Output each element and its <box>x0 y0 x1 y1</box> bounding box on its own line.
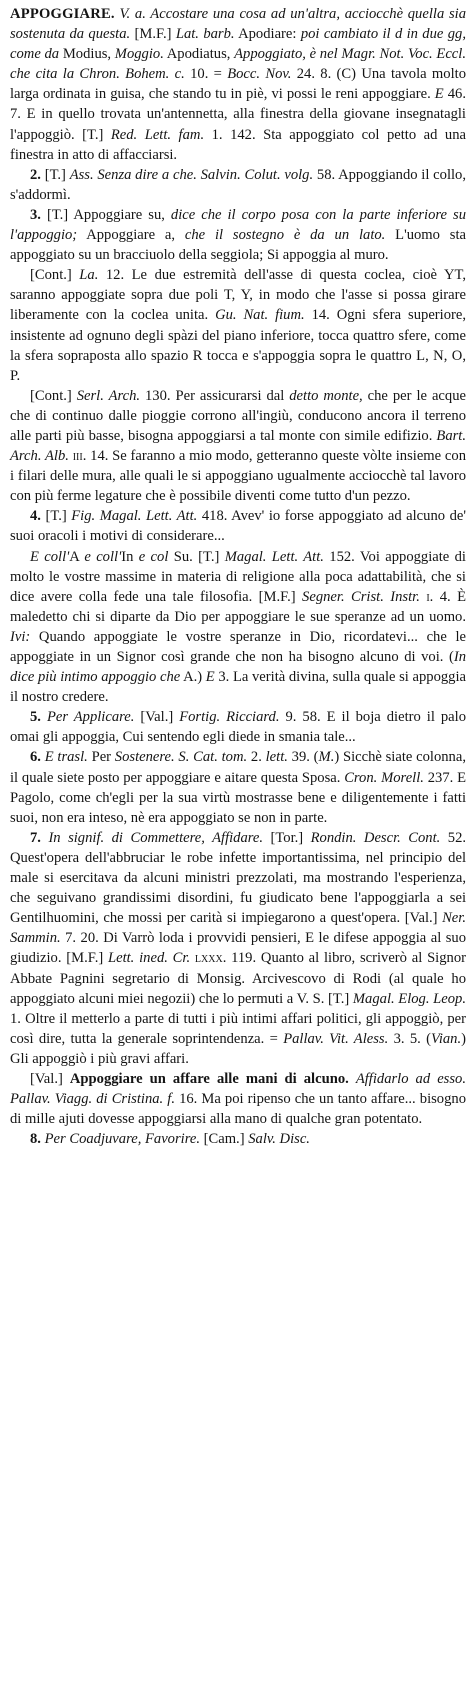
italic-text: Bart. Arch. Alb. <box>10 427 466 465</box>
body-text: 3. La verità divina, sulla quale si appoggia il nostro credere. <box>10 669 467 706</box>
body-text: [T.] <box>40 166 70 183</box>
body-text: 2. <box>247 749 266 766</box>
body-text: [Val.] <box>30 1070 70 1087</box>
body-text: 3. 5. ( <box>388 1030 431 1047</box>
italic-text: E coll' <box>30 548 70 565</box>
body-text: 1. 142. Sta appoggiato col petto ad una finestra in atto di affacciarsi. <box>10 126 466 163</box>
body-text: A <box>69 548 85 565</box>
body-text: [Cont.] <box>30 387 77 404</box>
italic-text: Moggio. <box>114 46 164 63</box>
sense-marker: 5. <box>30 709 41 726</box>
italic-text: In signif. di Commettere, Affidare. <box>48 829 264 846</box>
body-text: [Val.] <box>134 709 180 726</box>
italic-text: e coll' <box>84 548 122 565</box>
entry-sense-6 <box>10 547 466 708</box>
entry-sense-4 <box>10 386 466 507</box>
italic-text: Per Coadjuvare, Favorire. <box>44 1131 200 1148</box>
italic-text: M. <box>318 749 335 766</box>
italic-text: Per Applicare. <box>46 709 135 726</box>
italic-text: V. a. Accostare una cosa ad un'altra, acciocchè quella sia sostenuta da questa. <box>10 6 466 43</box>
body-text: A.) <box>180 669 206 686</box>
body-text: 418. Avev' io forse appoggiato ad alcuno de' suoi oracoli i motivi di considerare... <box>10 508 467 545</box>
dictionary-entry-appoggiare <box>10 4 466 1149</box>
italic-text: Lat. barb. <box>175 26 235 43</box>
italic-text: Bocc. Nov. <box>227 66 292 83</box>
italic-text: Affidarlo ad esso. Pallav. Viagg. di Cristina. f. <box>10 1070 466 1108</box>
italic-text: Magal. Lett. Att. <box>224 548 324 565</box>
entry-sense-10 <box>10 1069 466 1129</box>
body-text: i <box>426 588 430 605</box>
body-text: 39. ( <box>287 749 319 766</box>
entry-sense-8 <box>10 747 466 827</box>
body-text: Su. [T.] <box>168 548 225 565</box>
body-text: lxxx <box>194 950 223 967</box>
italic-text: Gu. Nat. fium. <box>215 307 305 324</box>
italic-text: Rondin. Descr. Cont. <box>310 829 441 846</box>
body-text: 7. 20. Di Varrò loda i provvidi pensieri, E le difese appoggia al suo giudizio. [M.F.] <box>10 930 466 967</box>
sense-marker: 2. <box>30 166 41 183</box>
body-text: 16. Ma poi ripenso che un tanto affare... bisogno di mille ajuti dovesse appoggiarsi alla mano di qualche gran potentato. <box>10 1091 466 1128</box>
body-text: che per le acque che di continuo dalle pioggie corrono all'ingiù, conducono ancora il terreno alle parti più basse, bisogna appoggiarsi a tal monte con simile edifizio. <box>10 387 466 444</box>
body-text: 58. Appoggiando il collo, s'addormì. <box>10 166 467 203</box>
entry-sense-9 <box>10 828 466 1069</box>
body-text: Apodiare: <box>234 26 301 43</box>
body-text: 9. 58. E il boja dietro il palo omai gli appoggia, Cui sentendo egli diede in smania tale... <box>10 709 466 746</box>
italic-text: e col <box>138 548 169 565</box>
italic-text: Vian. <box>430 1030 462 1047</box>
italic-text: In dice più intimo appoggio che <box>10 649 466 686</box>
body-text: 24. 8. (C) Una tavola molto larga ordinata in guisa, che stando tu in piè, vi possi le reni appoggiare. <box>10 66 466 103</box>
body-text: . 14. Se faranno a mio modo, getteranno queste vòlte insieme con i filari delle mura, alle quali le si appoggiano ugualmente acciocchè tal lavoro con più ferme legature che è possibile diventi come tutto d'un pezzo. <box>10 448 466 505</box>
italic-text: Lett. ined. Cr. <box>107 950 191 967</box>
body-text: 237. E Pagolo, come ch'egli per la sua virtù mostrasse bene e diligentemente i fatti suoi, non era inteso, nè era appoggiato se non in parte. <box>10 769 466 826</box>
body-text: 12. Le due estremità dell'asse di questa coclea, cioè YT, saranno appoggiate sopra due poli T, Y, in modo che l'asse si possa girare liberamente con la coclea unita. <box>10 267 466 324</box>
entry-sense-7 <box>10 707 466 747</box>
italic-text: Fig. Magal. Lett. Att. <box>71 508 198 525</box>
body-text: Per <box>87 749 115 766</box>
body-text: 10. = <box>184 66 228 83</box>
italic-text: E <box>205 669 215 686</box>
sense-marker: 4. <box>30 508 41 525</box>
body-text: . 119. Quanto al libro, scriverò al Signor Abbate Pagnini segretario di Monsig. Arcivescovo di Rodi (al quale ho appoggiato alcuni miei negozii) che lo permuti a V. S. [T.] <box>10 950 466 1007</box>
body-text: iii <box>72 448 83 465</box>
sense-marker: 6. <box>30 749 41 766</box>
italic-text: Sostenere. S. Cat. tom. <box>114 749 248 766</box>
headword: APPOGGIARE. <box>10 6 115 22</box>
body-text: [Cont.] <box>30 267 80 284</box>
body-text: . 4. È maledetto chi si diparte da Dio per appoggiare le sue speranze ad un uomo. <box>10 588 466 625</box>
italic-text: Salv. Disc. <box>248 1131 310 1148</box>
body-text: ) Gli appoggiò i più gravi affari. <box>10 1030 466 1067</box>
body-text: [Tor.] <box>263 829 311 846</box>
italic-text: E trasl. <box>44 749 88 766</box>
italic-text: E <box>434 86 444 103</box>
body-text: ) Sicchè siate colonna, il quale siete posto per appoggiare e aitare questa Sposa. <box>10 749 466 786</box>
body-text: 1. Oltre il metterlo a parte di tutti i più intimi affari politici, gli appoggiò, per così dire, tutta la generale soprintendenza. = <box>10 1010 466 1047</box>
entry-sense-11 <box>10 1129 466 1149</box>
body-text: [Cam.] <box>199 1131 249 1148</box>
body-text: 46. 7. E in quello trovata un'antennetta, alla finestra della giovane insegnatagli l'appoggiò. [T.] <box>10 86 466 143</box>
body-text: Appoggiare a, <box>77 227 185 244</box>
italic-text: Red. Lett. fam. <box>110 126 205 143</box>
body-text: 130. Per assicurarsi dal <box>140 387 290 404</box>
body-text <box>349 1071 356 1087</box>
italic-text: Fortig. Ricciard. <box>179 709 280 726</box>
body-text: Apodiatus, <box>163 46 235 63</box>
body-text: In <box>121 548 139 565</box>
italic-text: La. <box>79 267 99 284</box>
italic-text: Magal. Elog. Leop. <box>352 990 466 1007</box>
entry-sense-2 <box>10 205 466 265</box>
body-text: [M.F.] <box>130 26 176 43</box>
body-text: 52. Quest'opera dell'abbruciar le robe infette importantissima, nel principio del male si esercitava da alcuni ministri prezzolati, ma mostrando l'esperienza, che seguivano grandissimi disordini, fu giudicato bene l'appoggiarla a sei Gentilhuomini, che mossi per carità si impiegarono a quest'opera. [Val.] <box>10 829 467 927</box>
italic-text: detto monte, <box>289 387 363 404</box>
body-text: Modius, <box>59 46 115 63</box>
italic-text: Ass. Senza dire a che. Salvin. Colut. volg. <box>69 166 314 183</box>
entry-sense-5 <box>10 506 466 546</box>
sense-marker: Appoggiare un affare alle mani di alcuno. <box>69 1070 349 1087</box>
italic-text: Appoggiato, è nel Magr. Not. Voc. Eccl. che cita la Chron. Bohem. c. <box>10 46 466 83</box>
entry-sense-1 <box>10 165 466 205</box>
italic-text: lett. <box>265 749 288 766</box>
italic-text: dice che il corpo posa con la parte inferiore su l'appoggio; <box>10 206 466 244</box>
italic-text: Segner. Crist. Instr. <box>302 588 420 605</box>
entry-sense-3 <box>10 265 466 386</box>
italic-text: Cron. Morell. <box>344 769 424 786</box>
italic-text: Serl. Arch. <box>76 387 141 404</box>
body-text: [T.] Appoggiare su, <box>40 206 171 223</box>
body-text: Quando appoggiate le vostre speranze in Dio, ricordatevi... che le appoggiate in un Signor così grande che non ha bisogno alcuno di voi. ( <box>10 628 466 665</box>
italic-text: che il sostegno è da un lato. <box>184 227 386 244</box>
sense-marker: 8. <box>30 1131 41 1148</box>
italic-text: Ivi: <box>10 628 31 645</box>
body-text: 14. Ogni sfera superiore, insistente ad ognuno degli spàzi del piano inferiore, tocca quattro sfere, come la sfera sopraposta allo spazio R tocca e s'appoggia sopra le quattro L, N, O, P. <box>10 307 466 384</box>
sense-marker: 3. <box>30 206 41 223</box>
body-text: [T.] <box>40 508 72 525</box>
sense-marker: 7. <box>30 829 41 846</box>
italic-text: Ner. Sammin. <box>10 910 466 947</box>
italic-text: poi cambiato il d in due gg, come da <box>10 26 466 63</box>
italic-text: Pallav. Vit. Aless. <box>283 1030 389 1047</box>
body-text: 152. Voi appoggiate di molto le vostre massime in materia di religione alla poca adattabilità, che si dice avere colla fede una tale filosofia. [M.F.] <box>10 548 466 605</box>
body-text: L'uomo sta appoggiato su un bracciuolo della seggiola; Si appoggia al muro. <box>10 227 466 264</box>
entry-definition <box>10 4 466 165</box>
